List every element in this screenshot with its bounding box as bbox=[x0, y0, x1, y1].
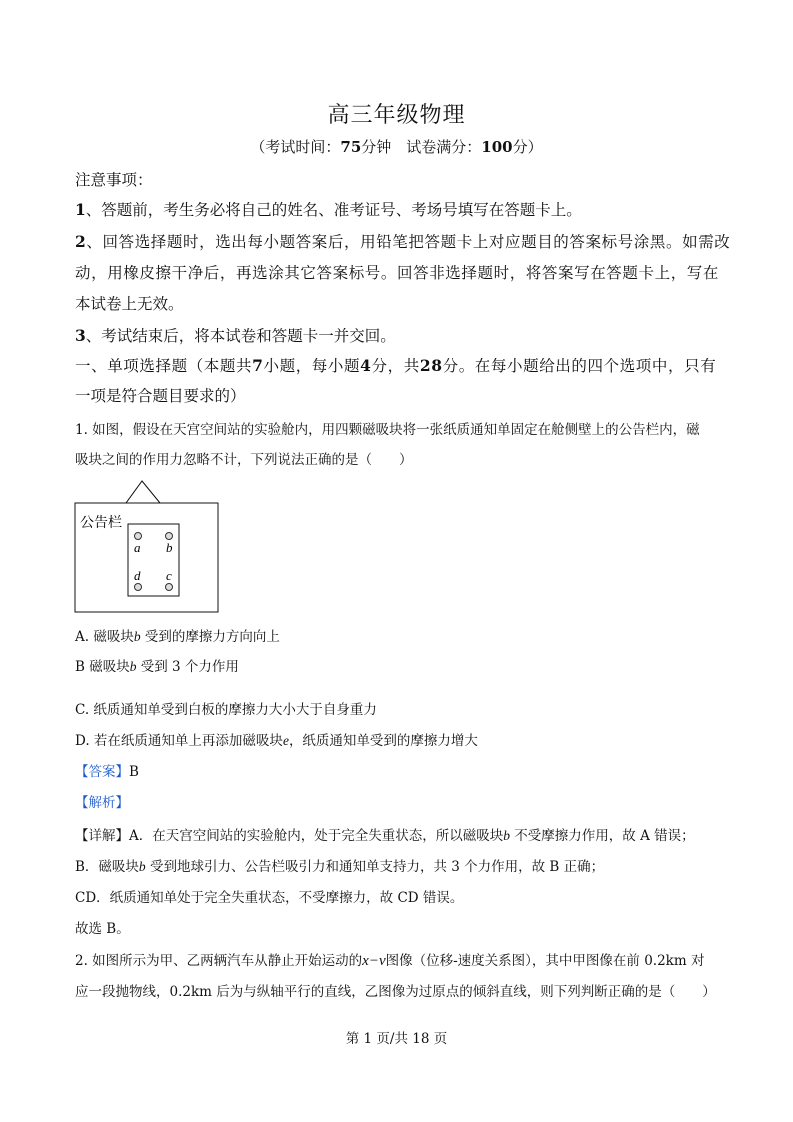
q1-analysis-tag: 【解析】 bbox=[75, 795, 129, 811]
magnet-c bbox=[166, 584, 173, 591]
magnet-d bbox=[135, 584, 142, 591]
label-d: d bbox=[134, 568, 141, 583]
magnet-b bbox=[166, 533, 173, 540]
q1-detail-1: 【详解】A．在天宫空间站的实验舱内，处于完全失重状态，所以磁吸块b 不受摩擦力作用，故 A 错误； bbox=[75, 828, 695, 844]
notice-item-2-cont2: 本试卷上无效。 bbox=[75, 295, 184, 313]
section-heading-cont: 一项是符合题目要求的） bbox=[75, 387, 246, 405]
page-footer: 第 1 页/共 18 页 bbox=[345, 1031, 448, 1047]
label-a: a bbox=[134, 540, 141, 555]
q1-option-b: B 磁吸块b 受到 3 个力作用 bbox=[75, 659, 239, 675]
exam-info: （考试时间：75分钟 试卷满分：100分） bbox=[250, 138, 543, 156]
q2-stem-line1: 2. 如图所示为甲、乙两辆汽车从静止开始运动的x−v图像（位移-速度关系图），其中甲图像在前 0.2km 对 bbox=[75, 953, 705, 969]
q1-stem-line2: 吸块之间的作用力忽略不计，下列说法正确的是（ ） bbox=[75, 452, 413, 468]
q1-option-d: D. 若在纸质通知单上再添加磁吸块e，纸质通知单受到的摩擦力增大 bbox=[75, 733, 478, 749]
section-heading: 一、单项选择题（本题共7小题，每小题4分，共28分。在每小题给出的四个选项中，只有 bbox=[75, 356, 717, 375]
q1-answer: 【答案】B bbox=[75, 764, 139, 780]
bulletin-board-figure bbox=[70, 476, 230, 618]
q1-detail-2: B．磁吸块b 受到地球引力、公告栏吸引力和通知单支持力，共 3 个力作用，故 B 正确； bbox=[75, 859, 605, 875]
label-c: c bbox=[166, 568, 172, 583]
board-hanger bbox=[126, 481, 160, 503]
q1-option-a: A. 磁吸块b 受到的摩擦力方向向上 bbox=[75, 629, 280, 645]
notice-heading: 注意事项： bbox=[75, 171, 153, 189]
magnet-a bbox=[135, 533, 142, 540]
q1-option-c: C. 纸质通知单受到白板的摩擦力大小大于自身重力 bbox=[75, 702, 377, 718]
notice-item-2: 2、回答选择题时，选出每小题答案后，用铅笔把答题卡上对应题目的答案标号涂黑。如需改 bbox=[75, 232, 731, 251]
board-label: 公告栏 bbox=[80, 515, 122, 531]
q1-detail-3: CD．纸质通知单处于完全失重状态，不受摩擦力，故 CD 错误。 bbox=[75, 890, 464, 906]
label-b: b bbox=[166, 540, 173, 555]
notice-item-2-cont1: 动，用橡皮擦干净后，再选涂其它答案标号。回答非选择题时，将答案写在答题卡上，写在 bbox=[75, 264, 720, 282]
notice-item-3: 3、考试结束后，将本试卷和答题卡一并交回。 bbox=[75, 326, 396, 345]
q2-stem-line2: 应一段抛物线，0.2km 后为与纵轴平行的直线，乙图像为过原点的倾斜直线，则下列判断正确的是（ ） bbox=[75, 984, 716, 1000]
q1-stem-line1: 1. 如图，假设在天宫空间站的实验舱内，用四颗磁吸块将一张纸质通知单固定在舱侧壁上的公告栏内，磁 bbox=[75, 422, 700, 438]
page-title: 高三年级物理 bbox=[327, 103, 466, 128]
q1-conclusion: 故选 B。 bbox=[75, 921, 130, 937]
notice-item-1: 1、答题前，考生务必将自己的姓名、准考证号、考场号填写在答题卡上。 bbox=[75, 200, 582, 219]
